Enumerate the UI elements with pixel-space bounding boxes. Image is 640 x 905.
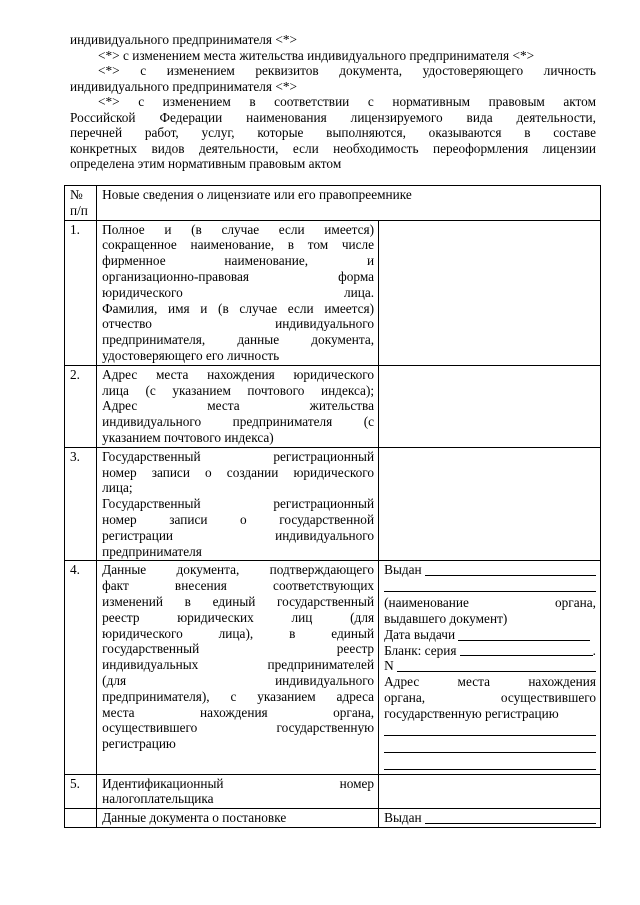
- description-line: налогоплательщика: [102, 791, 214, 807]
- description-line: предпринимателя: [102, 543, 202, 559]
- intro-line: <*> с изменением реквизитов документа, удостоверяющего личность: [98, 63, 596, 78]
- description-line: лица (с указанием почтового индекса);: [102, 382, 375, 398]
- description-line: изменений в единый государственный: [102, 593, 375, 609]
- row-description: [97, 561, 379, 774]
- table-row: [65, 774, 601, 809]
- fill-line: [384, 756, 596, 770]
- fill-line: [384, 578, 596, 592]
- description-line: юридического лица), в единый: [102, 625, 375, 641]
- organ-caption: выдавшего документ): [384, 610, 508, 626]
- license-changes-table: [64, 185, 601, 828]
- description-line: лица;: [102, 480, 133, 496]
- description-line: юридического лица.: [102, 284, 375, 300]
- description-line: предпринимателя), с указанием адреса: [102, 688, 375, 704]
- row-value: [379, 774, 601, 809]
- intro-line: индивидуального предпринимателя <*>: [70, 32, 298, 47]
- description-line: индивидуального предпринимателя (с: [102, 414, 375, 430]
- description-line: Данные документа, подтверждающего: [102, 562, 375, 578]
- row-value: [379, 220, 601, 365]
- description-line: Адрес места жительства: [102, 398, 375, 414]
- organ-caption: (наименование органа,: [384, 595, 596, 611]
- description-line: Идентификационный номер: [102, 775, 375, 791]
- fill-line: [384, 739, 596, 753]
- issued-line: Выдан: [384, 810, 596, 826]
- row-num: 1.: [65, 220, 97, 365]
- description-line: отчество индивидуального: [102, 316, 375, 332]
- row-num: 3.: [65, 447, 97, 561]
- description-line: индивидуальных предпринимателей: [102, 657, 375, 673]
- form-series-line: Бланк: серия .: [384, 642, 596, 658]
- description-line: Данные документа о постановке: [102, 810, 287, 826]
- row-num: [65, 809, 97, 828]
- intro-line: индивидуального предпринимателя <*>: [70, 78, 298, 94]
- table-row: [65, 447, 601, 561]
- table-row: [65, 220, 601, 365]
- row-num: 4.: [65, 561, 97, 774]
- row-description: [97, 220, 379, 365]
- intro-text: [70, 32, 596, 172]
- row-value-form: [379, 809, 601, 828]
- description-line: фирменное наименование, и: [102, 253, 375, 269]
- address-caption: органа, осуществившего: [384, 689, 596, 705]
- intro-line: перечней работ, услуг, которые выполняются, оказываются в составе: [70, 125, 596, 140]
- header-title: Новые сведения о лицензиате или его правопреемнике: [97, 186, 601, 221]
- description-line: Фамилия, имя и (в случае если имеется): [102, 300, 375, 316]
- description-line: места нахождения органа,: [102, 704, 375, 720]
- description-line: Адрес места нахождения юридического: [102, 366, 375, 382]
- description-line: (для индивидуального: [102, 672, 375, 688]
- table-row: [65, 809, 601, 828]
- description-line: указанием почтового индекса): [102, 429, 274, 445]
- description-line: реестр юридических лиц (для: [102, 609, 375, 625]
- description-line: сокращенное наименование, в том числе: [102, 237, 375, 253]
- description-line: регистрации индивидуального: [102, 527, 375, 543]
- issued-line: Выдан: [384, 562, 596, 578]
- address-caption: Адрес места нахождения: [384, 674, 596, 690]
- table-row: [65, 365, 601, 447]
- description-line: факт внесения соответствующих: [102, 578, 375, 594]
- description-line: удостоверяющего его личность: [102, 347, 280, 363]
- description-line: осуществившего государственную: [102, 720, 375, 736]
- description-line: номер записи о создании юридического: [102, 464, 375, 480]
- description-line: Государственный регистрационный: [102, 448, 375, 464]
- intro-line: Российской Федерации наименования лицензируемого вида деятельности,: [70, 109, 596, 125]
- row-num: 2.: [65, 365, 97, 447]
- description-line: Полное и (в случае если имеется): [102, 221, 375, 237]
- description-line: предпринимателя, данные документа,: [102, 332, 375, 348]
- number-line: N: [384, 658, 596, 674]
- description-line: государственный реестр: [102, 641, 375, 657]
- row-description: [97, 447, 379, 561]
- date-line: Дата выдачи: [384, 627, 596, 643]
- description-line: номер записи о государственной: [102, 511, 375, 527]
- row-description: [97, 809, 379, 828]
- description-line: Государственный регистрационный: [102, 496, 375, 512]
- table-row: [65, 561, 601, 774]
- row-num: 5.: [65, 774, 97, 809]
- header-num: № п/п: [65, 186, 97, 221]
- row-value: [379, 365, 601, 447]
- row-description: [97, 774, 379, 809]
- description-line: организационно-правовая форма: [102, 268, 375, 284]
- table-header-row: [65, 186, 601, 221]
- description-line: регистрацию: [102, 736, 176, 752]
- intro-line: конкретных видов деятельности, если необходимость переоформления лицензии: [70, 140, 596, 156]
- address-caption: государственную регистрацию: [384, 705, 559, 721]
- intro-line: <*> с изменением в соответствии с нормативным правовым актом: [98, 94, 596, 109]
- intro-line: определена этим нормативным правовым актом: [70, 156, 342, 171]
- intro-line: <*> с изменением места жительства индивидуального предпринимателя <*>: [98, 47, 535, 63]
- fill-line: [384, 722, 596, 736]
- row-description: [97, 365, 379, 447]
- row-value-form: [379, 561, 601, 774]
- row-value: [379, 447, 601, 561]
